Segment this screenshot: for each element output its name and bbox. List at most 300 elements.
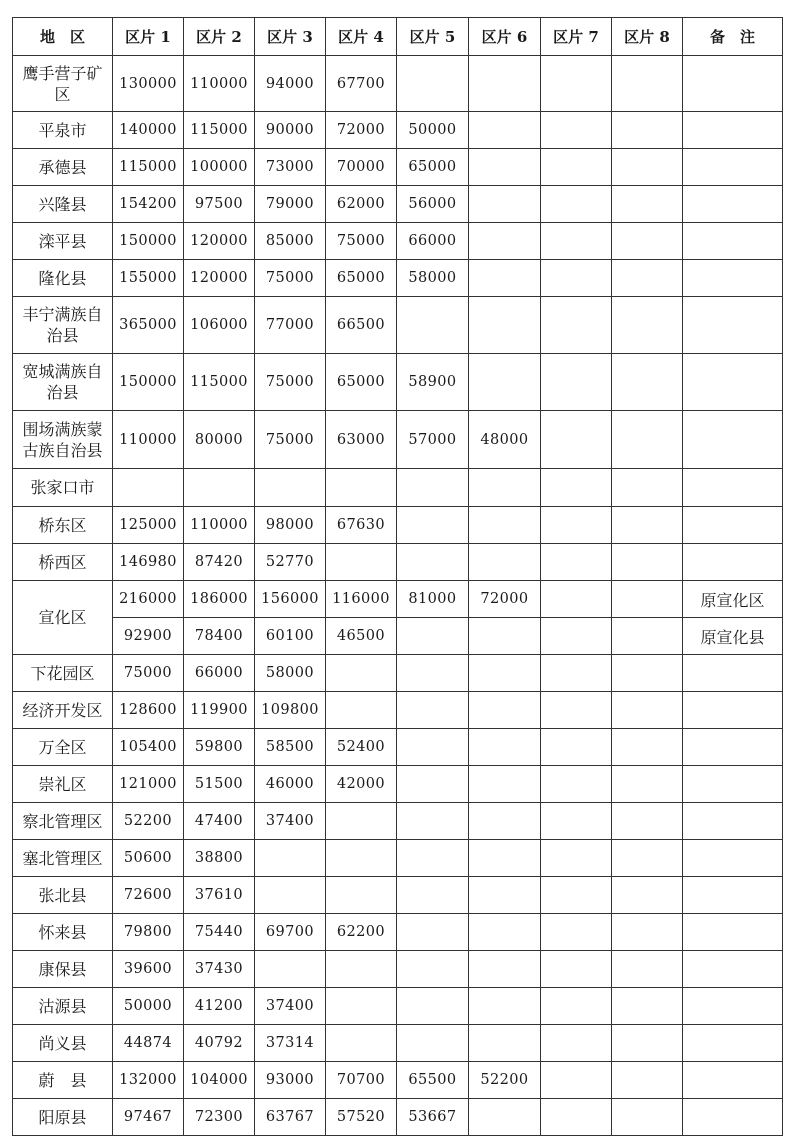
zone-1-value-cell: 155000	[113, 260, 184, 297]
zone-3-value-cell: 37400	[255, 988, 326, 1025]
zone-8-value-cell	[612, 803, 683, 840]
area-name-cell: 尚义县	[13, 1025, 113, 1062]
zone-4-value-cell	[326, 655, 397, 692]
zone-8-value-cell	[612, 56, 683, 112]
zone-6-value-cell	[469, 877, 541, 914]
area-name-cell: 鹰手营子矿区	[13, 56, 113, 112]
zone-1-value-cell: 132000	[113, 1062, 184, 1099]
zone-3-value-cell: 63767	[255, 1099, 326, 1136]
table-row	[13, 877, 783, 914]
compensation-table	[12, 17, 783, 1136]
zone-5-value-cell: 50000	[397, 112, 469, 149]
zone-7-value-cell	[541, 223, 612, 260]
area-name-cell: 阳原县	[13, 1099, 113, 1136]
zone-1-value-cell: 216000	[113, 581, 184, 618]
zone-7-value-cell	[541, 951, 612, 988]
zone-2-value-cell: 186000	[184, 581, 255, 618]
note-cell	[683, 988, 783, 1025]
zone-7-value-cell	[541, 877, 612, 914]
zone-8-value-cell	[612, 1099, 683, 1136]
note-cell	[683, 877, 783, 914]
area-name-cell: 沽源县	[13, 988, 113, 1025]
note-cell	[683, 803, 783, 840]
zone-4-value-cell: 67700	[326, 56, 397, 112]
zone-6-value-cell	[469, 297, 541, 354]
zone-1-value-cell: 154200	[113, 186, 184, 223]
zone-2-value-cell: 40792	[184, 1025, 255, 1062]
zone-5-value-cell	[397, 297, 469, 354]
zone-7-value-cell	[541, 840, 612, 877]
zone-7-value-cell	[541, 297, 612, 354]
zone-4-value-cell: 65000	[326, 354, 397, 411]
zone-3-value-cell	[255, 469, 326, 507]
zone-1-value-cell: 52200	[113, 803, 184, 840]
zone-4-value-cell: 63000	[326, 411, 397, 469]
note-cell	[683, 544, 783, 581]
table-row	[13, 988, 783, 1025]
zone-1-value-cell: 105400	[113, 729, 184, 766]
table-row	[13, 840, 783, 877]
zone-4-value-cell: 57520	[326, 1099, 397, 1136]
zone-6-value-cell	[469, 914, 541, 951]
zone-8-value-cell	[612, 149, 683, 186]
area-name-cell: 丰宁满族自治县	[13, 297, 113, 354]
zone-8-value-cell	[612, 581, 683, 618]
zone-6-value-cell	[469, 1099, 541, 1136]
table-row	[13, 354, 783, 411]
area-name-cell: 宣化区	[13, 581, 113, 655]
zone-3-value-cell: 37314	[255, 1025, 326, 1062]
zone-5-value-cell	[397, 877, 469, 914]
zone-6-value-cell	[469, 766, 541, 803]
area-name-cell: 平泉市	[13, 112, 113, 149]
note-cell: 原宣化县	[683, 618, 783, 655]
zone-3-value-cell: 73000	[255, 149, 326, 186]
zone-2-value-cell: 37430	[184, 951, 255, 988]
note-cell	[683, 469, 783, 507]
zone-7-value-cell	[541, 581, 612, 618]
zone-8-value-cell	[612, 914, 683, 951]
area-name-cell: 万全区	[13, 729, 113, 766]
zone-8-value-cell	[612, 112, 683, 149]
zone-1-value-cell: 130000	[113, 56, 184, 112]
zone-6-value-cell	[469, 56, 541, 112]
zone-4-value-cell: 75000	[326, 223, 397, 260]
header-zone-8: 区片 8	[612, 18, 683, 56]
table-row	[13, 655, 783, 692]
zone-2-value-cell: 110000	[184, 507, 255, 544]
zone-7-value-cell	[541, 149, 612, 186]
note-cell	[683, 914, 783, 951]
zone-2-value-cell: 100000	[184, 149, 255, 186]
zone-2-value-cell: 97500	[184, 186, 255, 223]
zone-7-value-cell	[541, 354, 612, 411]
zone-8-value-cell	[612, 766, 683, 803]
zone-6-value-cell	[469, 803, 541, 840]
zone-1-value-cell: 50600	[113, 840, 184, 877]
zone-5-value-cell	[397, 655, 469, 692]
table-row	[13, 766, 783, 803]
zone-8-value-cell	[612, 951, 683, 988]
zone-3-value-cell: 60100	[255, 618, 326, 655]
zone-4-value-cell: 70700	[326, 1062, 397, 1099]
zone-3-value-cell: 156000	[255, 581, 326, 618]
zone-4-value-cell	[326, 469, 397, 507]
zone-1-value-cell: 146980	[113, 544, 184, 581]
zone-1-value-cell: 97467	[113, 1099, 184, 1136]
zone-3-value-cell: 75000	[255, 354, 326, 411]
zone-6-value-cell	[469, 655, 541, 692]
zone-3-value-cell	[255, 951, 326, 988]
zone-8-value-cell	[612, 692, 683, 729]
zone-3-value-cell: 109800	[255, 692, 326, 729]
zone-2-value-cell: 38800	[184, 840, 255, 877]
zone-7-value-cell	[541, 1025, 612, 1062]
zone-2-value-cell: 75440	[184, 914, 255, 951]
table-row	[13, 618, 783, 655]
zone-6-value-cell	[469, 729, 541, 766]
note-cell	[683, 411, 783, 469]
zone-8-value-cell	[612, 507, 683, 544]
zone-7-value-cell	[541, 692, 612, 729]
header-zone-6: 区片 6	[469, 18, 541, 56]
zone-2-value-cell: 41200	[184, 988, 255, 1025]
zone-6-value-cell	[469, 260, 541, 297]
zone-2-value-cell: 87420	[184, 544, 255, 581]
header-row	[13, 18, 783, 56]
note-cell	[683, 840, 783, 877]
zone-5-value-cell	[397, 914, 469, 951]
table-row	[13, 1025, 783, 1062]
zone-6-value-cell	[469, 354, 541, 411]
zone-2-value-cell: 120000	[184, 223, 255, 260]
note-cell	[683, 260, 783, 297]
zone-1-value-cell: 128600	[113, 692, 184, 729]
table-row	[13, 914, 783, 951]
area-name-cell: 经济开发区	[13, 692, 113, 729]
zone-7-value-cell	[541, 544, 612, 581]
area-name-cell: 滦平县	[13, 223, 113, 260]
area-name-cell: 崇礼区	[13, 766, 113, 803]
note-cell	[683, 1099, 783, 1136]
zone-6-value-cell: 48000	[469, 411, 541, 469]
zone-8-value-cell	[612, 618, 683, 655]
zone-2-value-cell: 115000	[184, 354, 255, 411]
zone-4-value-cell	[326, 692, 397, 729]
table-row	[13, 260, 783, 297]
zone-1-value-cell: 150000	[113, 354, 184, 411]
area-name-cell: 桥西区	[13, 544, 113, 581]
zone-3-value-cell: 69700	[255, 914, 326, 951]
zone-6-value-cell	[469, 618, 541, 655]
zone-5-value-cell	[397, 544, 469, 581]
zone-3-value-cell: 58500	[255, 729, 326, 766]
zone-4-value-cell: 67630	[326, 507, 397, 544]
zone-4-value-cell	[326, 1025, 397, 1062]
note-cell	[683, 766, 783, 803]
zone-3-value-cell: 37400	[255, 803, 326, 840]
table-row	[13, 112, 783, 149]
zone-4-value-cell	[326, 544, 397, 581]
table-container	[12, 17, 783, 1136]
zone-3-value-cell	[255, 877, 326, 914]
header-zone-7: 区片 7	[541, 18, 612, 56]
table-row	[13, 544, 783, 581]
zone-1-value-cell: 50000	[113, 988, 184, 1025]
zone-3-value-cell: 94000	[255, 56, 326, 112]
zone-7-value-cell	[541, 914, 612, 951]
zone-8-value-cell	[612, 729, 683, 766]
zone-5-value-cell: 57000	[397, 411, 469, 469]
zone-7-value-cell	[541, 1099, 612, 1136]
zone-4-value-cell	[326, 951, 397, 988]
zone-4-value-cell: 46500	[326, 618, 397, 655]
zone-3-value-cell: 93000	[255, 1062, 326, 1099]
area-name-cell: 康保县	[13, 951, 113, 988]
zone-2-value-cell: 104000	[184, 1062, 255, 1099]
note-cell	[683, 692, 783, 729]
area-name-cell: 张家口市	[13, 469, 113, 507]
table-row	[13, 223, 783, 260]
zone-7-value-cell	[541, 618, 612, 655]
zone-5-value-cell	[397, 988, 469, 1025]
zone-6-value-cell	[469, 840, 541, 877]
zone-1-value-cell: 79800	[113, 914, 184, 951]
zone-6-value-cell	[469, 988, 541, 1025]
area-name-cell: 兴隆县	[13, 186, 113, 223]
table-row	[13, 1099, 783, 1136]
zone-2-value-cell: 72300	[184, 1099, 255, 1136]
zone-5-value-cell	[397, 469, 469, 507]
zone-3-value-cell: 90000	[255, 112, 326, 149]
note-cell	[683, 186, 783, 223]
zone-1-value-cell: 72600	[113, 877, 184, 914]
zone-6-value-cell	[469, 692, 541, 729]
zone-7-value-cell	[541, 729, 612, 766]
zone-1-value-cell: 110000	[113, 411, 184, 469]
note-cell	[683, 56, 783, 112]
zone-5-value-cell: 65500	[397, 1062, 469, 1099]
zone-4-value-cell: 116000	[326, 581, 397, 618]
zone-1-value-cell: 125000	[113, 507, 184, 544]
area-name-cell: 怀来县	[13, 914, 113, 951]
zone-3-value-cell: 77000	[255, 297, 326, 354]
zone-5-value-cell	[397, 766, 469, 803]
zone-4-value-cell	[326, 988, 397, 1025]
zone-7-value-cell	[541, 112, 612, 149]
zone-1-value-cell	[113, 469, 184, 507]
zone-3-value-cell: 75000	[255, 260, 326, 297]
table-row	[13, 411, 783, 469]
note-cell	[683, 507, 783, 544]
zone-1-value-cell: 121000	[113, 766, 184, 803]
header-note: 备 注	[683, 18, 783, 56]
zone-4-value-cell: 62000	[326, 186, 397, 223]
zone-8-value-cell	[612, 411, 683, 469]
zone-2-value-cell: 119900	[184, 692, 255, 729]
header-area: 地 区	[13, 18, 113, 56]
zone-7-value-cell	[541, 507, 612, 544]
zone-5-value-cell: 58900	[397, 354, 469, 411]
table-row	[13, 1062, 783, 1099]
zone-5-value-cell: 66000	[397, 223, 469, 260]
zone-2-value-cell: 37610	[184, 877, 255, 914]
zone-7-value-cell	[541, 411, 612, 469]
zone-6-value-cell	[469, 186, 541, 223]
zone-6-value-cell	[469, 112, 541, 149]
zone-5-value-cell	[397, 692, 469, 729]
area-name-cell: 隆化县	[13, 260, 113, 297]
zone-2-value-cell: 106000	[184, 297, 255, 354]
table-row	[13, 149, 783, 186]
zone-8-value-cell	[612, 186, 683, 223]
zone-2-value-cell: 47400	[184, 803, 255, 840]
zone-7-value-cell	[541, 469, 612, 507]
table-row	[13, 56, 783, 112]
zone-3-value-cell: 85000	[255, 223, 326, 260]
table-body	[13, 56, 783, 1136]
zone-4-value-cell: 65000	[326, 260, 397, 297]
zone-8-value-cell	[612, 469, 683, 507]
header-zone-2: 区片 2	[184, 18, 255, 56]
zone-4-value-cell: 52400	[326, 729, 397, 766]
zone-5-value-cell	[397, 729, 469, 766]
area-name-cell: 察北管理区	[13, 803, 113, 840]
table-row	[13, 507, 783, 544]
header-zone-5: 区片 5	[397, 18, 469, 56]
zone-2-value-cell: 115000	[184, 112, 255, 149]
zone-8-value-cell	[612, 297, 683, 354]
zone-1-value-cell: 39600	[113, 951, 184, 988]
zone-3-value-cell: 79000	[255, 186, 326, 223]
zone-8-value-cell	[612, 260, 683, 297]
zone-7-value-cell	[541, 260, 612, 297]
zone-6-value-cell	[469, 507, 541, 544]
zone-5-value-cell: 53667	[397, 1099, 469, 1136]
area-name-cell: 桥东区	[13, 507, 113, 544]
zone-8-value-cell	[612, 877, 683, 914]
zone-8-value-cell	[612, 1062, 683, 1099]
zone-1-value-cell: 150000	[113, 223, 184, 260]
zone-5-value-cell	[397, 840, 469, 877]
zone-1-value-cell: 140000	[113, 112, 184, 149]
table-row	[13, 581, 783, 618]
zone-6-value-cell: 72000	[469, 581, 541, 618]
zone-6-value-cell	[469, 223, 541, 260]
zone-8-value-cell	[612, 988, 683, 1025]
zone-2-value-cell: 59800	[184, 729, 255, 766]
area-name-cell: 承德县	[13, 149, 113, 186]
zone-6-value-cell	[469, 951, 541, 988]
zone-4-value-cell	[326, 877, 397, 914]
zone-3-value-cell: 52770	[255, 544, 326, 581]
zone-1-value-cell: 115000	[113, 149, 184, 186]
zone-2-value-cell	[184, 469, 255, 507]
note-cell	[683, 951, 783, 988]
note-cell	[683, 655, 783, 692]
zone-5-value-cell: 81000	[397, 581, 469, 618]
note-cell	[683, 354, 783, 411]
zone-5-value-cell	[397, 56, 469, 112]
zone-1-value-cell: 75000	[113, 655, 184, 692]
area-name-cell: 蔚 县	[13, 1062, 113, 1099]
note-cell: 原宣化区	[683, 581, 783, 618]
zone-5-value-cell: 56000	[397, 186, 469, 223]
table-row	[13, 297, 783, 354]
zone-6-value-cell: 52200	[469, 1062, 541, 1099]
zone-4-value-cell	[326, 840, 397, 877]
note-cell	[683, 297, 783, 354]
area-name-cell: 张北县	[13, 877, 113, 914]
zone-3-value-cell: 58000	[255, 655, 326, 692]
zone-7-value-cell	[541, 988, 612, 1025]
zone-4-value-cell: 66500	[326, 297, 397, 354]
table-row	[13, 729, 783, 766]
zone-8-value-cell	[612, 223, 683, 260]
header-zone-4: 区片 4	[326, 18, 397, 56]
zone-8-value-cell	[612, 840, 683, 877]
zone-8-value-cell	[612, 655, 683, 692]
zone-3-value-cell: 75000	[255, 411, 326, 469]
note-cell	[683, 729, 783, 766]
note-cell	[683, 112, 783, 149]
area-name-cell: 下花园区	[13, 655, 113, 692]
header-zone-1: 区片 1	[113, 18, 184, 56]
zone-7-value-cell	[541, 766, 612, 803]
zone-6-value-cell	[469, 544, 541, 581]
table-row	[13, 692, 783, 729]
area-name-cell: 塞北管理区	[13, 840, 113, 877]
zone-1-value-cell: 92900	[113, 618, 184, 655]
note-cell	[683, 1062, 783, 1099]
zone-5-value-cell	[397, 1025, 469, 1062]
zone-3-value-cell	[255, 840, 326, 877]
zone-3-value-cell: 98000	[255, 507, 326, 544]
zone-7-value-cell	[541, 803, 612, 840]
zone-2-value-cell: 78400	[184, 618, 255, 655]
table-row	[13, 951, 783, 988]
note-cell	[683, 149, 783, 186]
zone-4-value-cell: 72000	[326, 112, 397, 149]
zone-4-value-cell: 62200	[326, 914, 397, 951]
table-row	[13, 803, 783, 840]
table-row	[13, 186, 783, 223]
area-name-cell: 围场满族蒙古族自治县	[13, 411, 113, 469]
note-cell	[683, 1025, 783, 1062]
zone-2-value-cell: 66000	[184, 655, 255, 692]
zone-8-value-cell	[612, 1025, 683, 1062]
zone-2-value-cell: 51500	[184, 766, 255, 803]
zone-7-value-cell	[541, 56, 612, 112]
zone-7-value-cell	[541, 1062, 612, 1099]
zone-5-value-cell: 65000	[397, 149, 469, 186]
zone-4-value-cell: 42000	[326, 766, 397, 803]
zone-3-value-cell: 46000	[255, 766, 326, 803]
header-zone-3: 区片 3	[255, 18, 326, 56]
zone-8-value-cell	[612, 544, 683, 581]
zone-2-value-cell: 120000	[184, 260, 255, 297]
zone-5-value-cell	[397, 507, 469, 544]
zone-5-value-cell	[397, 951, 469, 988]
zone-1-value-cell: 44874	[113, 1025, 184, 1062]
zone-2-value-cell: 110000	[184, 56, 255, 112]
zone-6-value-cell	[469, 149, 541, 186]
zone-6-value-cell	[469, 1025, 541, 1062]
zone-6-value-cell	[469, 469, 541, 507]
zone-4-value-cell: 70000	[326, 149, 397, 186]
area-name-cell: 宽城满族自治县	[13, 354, 113, 411]
zone-7-value-cell	[541, 655, 612, 692]
